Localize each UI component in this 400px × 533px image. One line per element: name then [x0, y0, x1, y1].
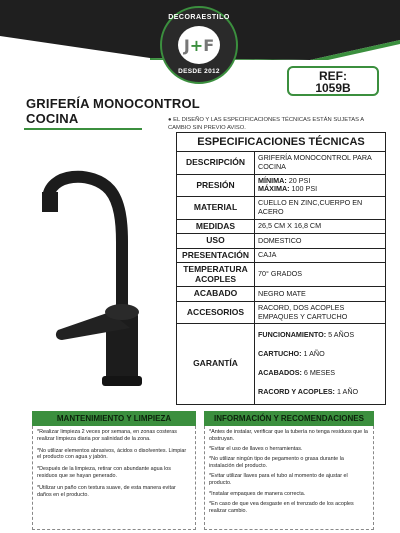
list-item: *Después de la limpieza, retirar con abundante agua los residuos que se hayan generado. [37, 466, 171, 479]
list-item: *No utilizar elementos abrasivos, ácidos o disolventes. Limpiar el producto con agua y jabón. [37, 447, 187, 461]
faucet-image [18, 162, 168, 402]
logo-bottom-text: DESDE 2012 [178, 68, 220, 75]
specs-title: ESPECIFICACIONES TÉCNICAS [177, 133, 385, 152]
maintenance-panel [32, 411, 196, 530]
list-item: *No utilizar ningún tipo de pegamento o grasa durante la instalación del producto. [209, 456, 344, 470]
list-item: *Evitar el uso de llaves o herramientas. [209, 446, 303, 453]
table-row: MEDIDAS 26,5 CM X 16,8 CM [177, 220, 385, 235]
logo-top-text: DECORAESTILO [168, 14, 230, 21]
ref-code: 1059B [315, 81, 351, 95]
table-row: DESCRIPCIÓN GRIFERÍA MONOCONTROL PARA COCINA [177, 152, 385, 175]
table-row: TEMPERATURA ACOPLES 70° GRADOS [177, 263, 385, 287]
table-row: PRESENTACIÓN CAJA [177, 249, 385, 264]
info-panel [204, 411, 374, 530]
list-item: *Evitar utilizar llaves para el tubo al momento de ajustar el producto. [209, 473, 348, 487]
list-item: *Utilizar un paño con textura suave, de esta manera evitar daños en el producto. [37, 484, 176, 498]
page-title: GRIFERÍA MONOCONTROL COCINA [26, 96, 200, 126]
table-row-garantia: GARANTÍA FUNCIONAMIENTO: 5 AÑOS CARTUCHO: 1 AÑO ACABADOS: 6 MESES RACORD Y ACOPLES: 1 AÑO [177, 324, 385, 403]
disclaimer: ● EL DISEÑO Y LAS ESPECIFICACIONES TÉCNICAS ESTÁN SUJETAS A CAMBIO SIN PREVIO AVISO. [168, 117, 364, 131]
list-item: *Antes de instalar, verificar que la tubería no tenga residuos que la obstruyan. [209, 429, 368, 442]
list-item: *Instalar empaques de manera correcta. [209, 490, 306, 497]
table-row: USO DOMESTICO [177, 234, 385, 249]
info-title: INFORMACIÓN Y RECOMENDACIONES [204, 411, 374, 426]
brand-logo [160, 6, 238, 84]
specs-table [176, 132, 386, 405]
title-underline [24, 128, 142, 130]
maintenance-title: MANTENIMIENTO Y LIMPIEZA [32, 411, 196, 426]
table-row: ACCESORIOS RACORD, DOS ACOPLES EMPAQUES Y CARTUCHO [177, 302, 385, 325]
table-row: PRESIÓN MÍNIMA: 20 PSI MÁXIMA: 100 PSI [177, 175, 385, 198]
table-row: MATERIAL CUELLO EN ZINC,CUERPO EN ACERO [177, 197, 385, 220]
table-row: ACABADO NEGRO MATE [177, 287, 385, 302]
list-item: *En caso de que vea desgaste en el trenzado de los acoples realizar cambio. [209, 500, 354, 514]
reference-box [287, 66, 379, 96]
ref-label: REF: [319, 69, 347, 83]
logo-mark: J+F [178, 26, 220, 64]
list-item: *Realizar limpieza 2 veces por semana, en zonas costeras realizar limpieza diaria por salinidad de la zona. [37, 429, 177, 442]
